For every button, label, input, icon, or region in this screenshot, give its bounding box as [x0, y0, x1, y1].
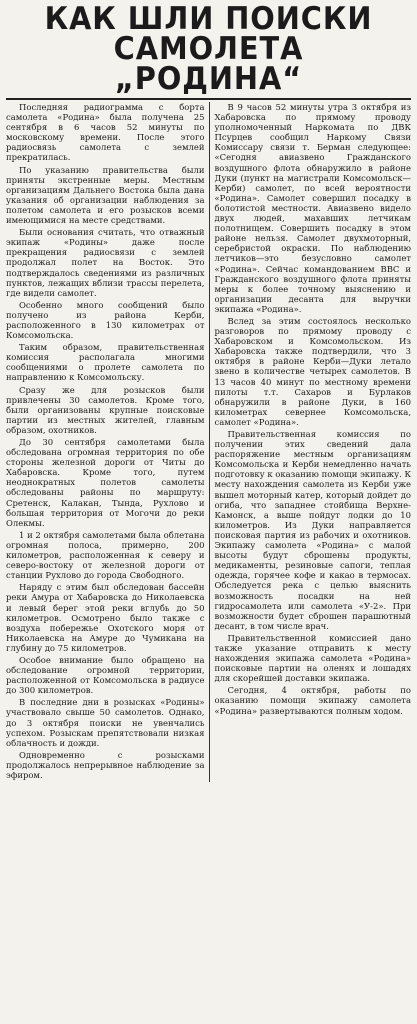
paragraph: В 9 часов 52 минуты утра 3 октября из Хабаровска по прямому проводу уполномоченный Наркомата по ДВК Псурцев сообщил Наркому Связи Комиссару связи т. Берман следующее: «Сегодня авиазвено Гражданского воздушного флота обнаружило в районе Дуки (пункт на магистрали Комсомольск—Керби) самолет, по всей вероятности «Родина». Самолет совершил посадку в болотистой местности. Авиазвено видело двух людей, махавших летчикам полотнищем. Совершить посадку в этом районе нельзя. Самолет двухмоторный, серебристой окраски. По наблюдению летчиков—это безусловно самолет «Родина». Сейчас командованием ВВС и Гражданского воздушного флота приняты меры к более точному выяснению и организации десанта для выручки экипажа «Родина».: [214, 102, 411, 314]
left-column: [6, 102, 209, 782]
paragraph: Наряду с этим был обследован бассейн реки Амура от Хабаровска до Николаевска и левый берег этой реки вглубь до 50 километров. Осмотрено было также с воздуха побережье Охотского моря от Николаевска на Амуре до Чумикана на глубину до 75 километров.: [6, 582, 205, 653]
right-column: [209, 102, 412, 782]
paragraph: 1 и 2 октября самолетами была облетана огромная полоса, примерно, 200 километров, расположенная к северу и северо-востоку от железной дороги от станции Рухлово до города Свободного.: [6, 529, 205, 581]
paragraph: Правительственная комиссия по получении этих сведений дала распоряжение местным организациям Комсомольска и Керби немедленно начать подготовку к оказанию помощи экипажу. К месту нахождения самолета из Керби уже вышел моторный катер, который дойдет до огиба, что западнее стойбища Верхне-Камонск, а выше пойдут лодки до 10 километров. Из Дуки направляется поисковая партия из рабочих и охотников. Экипажу самолета «Родина» с малой высоты будут сброшены продукты, медикаменты, резиновые сапоги, теплая одежда, горячее кофе и какао в термосах. Обследуется река с целью выяснить возможность посадки на ней гидросамолета или самолета «У-2». При возможности будет сброшен парашютный десант, в том числе врач.: [214, 429, 411, 631]
paragraph: Сразу же для розысков были привлечены 30 самолетов. Кроме того, были организованы крупные поисковые партии из местных жителей, главным образом, охотников.: [6, 384, 205, 435]
paragraph: Вслед за этим состоялось несколько разговоров по прямому проводу с Хабаровском и Комсомольском. Из Хабаровска также подтвердили, что 3 октября в районе Керби—Дуки летало звено в количестве четырех самолетов. В 13 часов 40 минут по местному времени пилоты т.т. Сахаров и Бурлаков обнаружили в районе Дуки, в 160 километрах севернее Комсомольска, самолет «Родина».: [214, 315, 411, 427]
article-headline: [20, 1, 397, 97]
headline-line-2: САМОЛЕТА „РОДИНА“: [113, 31, 304, 97]
paragraph: Особенно много сообщений было получено из района Керби, расположенного в 130 километрах от Комсомольска.: [6, 299, 205, 341]
paragraph: Таким образом, правительственная комиссия располагала многими сообщениями о пролете самолета по направлению к Комсомольску.: [6, 342, 205, 383]
headline-line-1: КАК ШЛИ ПОИСКИ: [44, 1, 373, 37]
article-body: [6, 102, 411, 782]
paragraph: По указанию правительства были приняты экстренные меры. Местным организациям Дальнего Востока была дана указания об организации наблюдения за полетом самолета и его розысков всеми имеющимися на месте средствами.: [6, 164, 205, 226]
paragraph: Последняя радиограмма с борта самолета «Родина» была получена 25 сентября в 6 часов 52 минуты по московскому времени. После этого радиосвязь самолета с землей прекратилась.: [6, 102, 205, 163]
paragraph: Правительственной комиссией дано также указание отправить к месту нахождения экипажа самолета «Родина» поисковые партии на оленях и лошадях для скорейшей доставки экипажа.: [214, 632, 411, 684]
paragraph: Одновременно с розысками продолжалось непрерывное наблюдение за эфиром.: [6, 749, 205, 780]
paragraph: Сегодня, 4 октября, работы по оказанию помощи экипажу самолета «Родина» развертываются полным ходом.: [214, 685, 411, 716]
paragraph: Особое внимание было обращено на обследование огромной территории, расположенной от Комсомольска в радиусе до 300 километров.: [6, 654, 205, 696]
paragraph: Были основания считать, что отважный экипаж «Родины» даже после прекращения радиосвязи с землей продолжал полет на Восток. Это подтверждалось сведениями из различных пунктов, лежащих вблизи трассы перелета, где видели самолет.: [6, 227, 205, 298]
headline-rule: [6, 98, 411, 100]
paragraph: До 30 сентября самолетами была обследована огромная территория по обе стороны железной дороги от Читы до Хабаровска. Кроме того, путем неоднократных полетов самолеты обследованы районы по маршруту: Сретенск, Калакан, Тында, Рухлово и большая территория от Могочи до реки Олекмы.: [6, 437, 205, 528]
paragraph: В последние дни в розысках «Родины» участвовало свыше 50 самолетов. Однако, до 3 октября поиски не увенчались успехом. Розыскам препятствовали низкая облачность и дожди.: [6, 697, 205, 748]
